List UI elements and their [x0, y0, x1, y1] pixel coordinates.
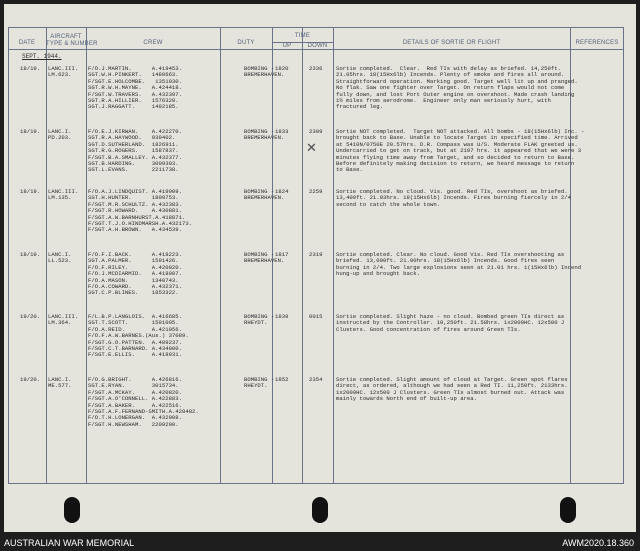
header-time-down: DOWN: [307, 43, 328, 49]
entry-time-up: 1824: [275, 188, 289, 195]
entry-time-up: 1833: [275, 128, 289, 135]
column-divider: [302, 27, 303, 484]
entry-time-down: 0015: [309, 313, 323, 320]
entry-details: Sortie completed. Slight haze - no cloud. Bombed green TIs direct as instructed by the Controller. 10,250ft. 21.58hrs. 1x2000HC. 12x500 J Clusters. Good concentration of fires around Green TIs.: [336, 313, 565, 333]
header-details: DETAILS OF SORTIE OR FLIGHT: [402, 40, 501, 46]
entry-details: Sortie completed. Clear. Red TIs with delay as briefed. 14,250ft. 21.05hrs. 18(15Hx6lb) Incends. Plenty of smoke and fires all around. Straightforward operation. Marking good. Target well lit up and pranged. No flak. Saw one fighter over Target. On return flaps would not come fully down, and lost Port Outer engine on overshoot. Made crash landing 1½ miles from aerodrome. Engineer only man seriously hurt, with fractured leg.: [336, 65, 578, 111]
column-divider: [86, 27, 87, 484]
entry-time-up: 1820: [275, 65, 289, 72]
header-time-up: UP: [282, 43, 292, 49]
entry-time-down: 2259: [309, 188, 323, 195]
header-references: REFERENCES: [575, 40, 619, 46]
entry-time-up: 1852: [275, 376, 289, 383]
entry-date: 18/19.: [20, 128, 41, 135]
entry-date: 19/20.: [20, 376, 41, 383]
entry-crew: F/O.E.J.KIRWAN. A.422270. SGT.R.A.HAYWOOD. 939402. SGT.D.SUTHERLAND. 1826911. SGT.R.G.ROGERS. 1587837. F/SGT.B.A.SMALLEY. A.432377. SGT.B.HARDING. 3009303. SGT.L.EVANS. 2211738.: [88, 128, 182, 174]
entry-time-up: 1839: [275, 313, 289, 320]
entry-crew: F/O.G.BRIGHT. A.426816. SGT.E.RYAN. 3015734. F/SGT.A.MCKAY. A.420820. F/SGT.A.O'CONNELL. A.422883. F/SGT.A.BAKER. A.422516. F/SGT.A.F.FERNAND-SMITH.A.428482. F/O.T.H.LONERGAN. A.432008. F/SGT.H.NEWSHAM. 2209200.: [88, 376, 199, 428]
header-crew: CREW: [143, 40, 163, 46]
entry-time-down: 2309: [309, 128, 323, 135]
entry-aircraft: LANC.I. PD.203.: [48, 128, 72, 142]
entry-duty: BOMBING - BREMERHAVEN.: [244, 65, 285, 79]
entry-time-down: 2336: [309, 65, 323, 72]
entry-date: 18/19.: [20, 188, 41, 195]
entry-aircraft: LANC.I. LL.523.: [48, 251, 72, 265]
entry-aircraft: LANC.III. LM.623.: [48, 65, 79, 79]
entry-details: Sortie completed. No cloud. Vis. good. Red TIs, overshoot as briefed. 13,400ft. 21.03hrs. 18(15Hx6lb) Incends. Fires burning fiercely in 2/4 second to catch the whole town.: [336, 188, 571, 208]
entry-duty: BOMBING - BREMERHAVEN.: [244, 128, 285, 142]
entry-details: Sortie completed. Slight amount of cloud at Target. Green spot flares direct, as ordered, although we had seen a Red TI. 11,250ft. 2133hrs. 1x2000HC. 12x500 J Clusters. Green TIs almost burned out. Attack was mainly towards North end of built-up area.: [336, 376, 568, 403]
entry-date: 19/20.: [20, 313, 41, 320]
entry-aircraft: LANC.III. LM.135.: [48, 188, 79, 202]
header-date: DATE: [18, 40, 36, 46]
entry-time-down: 2354: [309, 376, 323, 383]
entry-date: 18/19.: [20, 251, 41, 258]
entry-aircraft: LANC.III. LM.364.: [48, 313, 79, 327]
entry-aircraft: LANC.I. ME.577.: [48, 376, 72, 390]
entry-duty: BOMBING - BREMERHAVEN.: [244, 188, 285, 202]
entry-date: 18/19.: [20, 65, 41, 72]
header-aircraft: AIRCRAFT TYPE & NUMBER: [46, 34, 98, 47]
footer-accession-number: AWM2020.18.360: [562, 538, 634, 548]
entry-duty: BOMBING - RHEYDT.: [244, 313, 275, 327]
binder-hole: [560, 497, 576, 523]
entry-crew: F/O.A.J.LINDQUIST. A.419909. SGT.H.HUNTER. 1809753. F/SGT.M.R.SCHULTZ. A.432383. F/SGT.R.HOWARD. A.430881. F/SGT.A.W.BARNHURST.A.418871. F/SGT.T.J.O.HINDMARSH.A.432173. F/SGT.A.H.BROWN. A.434539.: [88, 188, 193, 234]
header-time: TIME: [294, 33, 311, 39]
entry-details: Sortie NOT completed. Target NOT attacked. All bombs - 18(15Hx6lb) Inc. - brought back to Base. Unable to locate Target in specified time. Arrived at 5410N/0750E 20.57hrs. D.R. Compass was U/S. Moderate FLAK greeted us. Undercarried to get on track, but at 2107 hrs. it appeared that we were 3 minutes flying time away from Target, and so decided to return to Base. Before definitely making decision to return, we heard message to return to Base.: [336, 128, 585, 174]
entry-crew: F/L.B.P.LANGLOIS. A.416685. SGT.T.SCOTT. 1591095. F/O.A.REID. A.421056. F/O.F.A.W.BARNES.(Aus.) 37089. F/SGT.G.O.PATTEN. A.409237. F/SGT.C.T.BARNARD. A.434000. F/SGT.E.ELLIS. A.418931.: [88, 313, 189, 359]
binder-hole: [64, 497, 80, 523]
entry-time-down: 2319: [309, 251, 323, 258]
entry-crew: F/O.F.I.BACK. A.418223. SGT.A.PALMER. 1591426. F/O.F.RILEY. A.420920. F/O.J.MCDIARMID. A.418907. F/O.A.MASON. 1340743. F/O.A.COWARD. A.432371. SGT.C.P.BLINES. 1853322.: [88, 251, 182, 297]
entry-time-up: 1817: [275, 251, 289, 258]
column-divider: [333, 27, 334, 484]
entry-details: Sortie completed. Clear. No cloud. Good Vis. Red TIs overshooting as briefed. 13,000ft. 21.00hrs. 18(15Hx6lb) Incends. Good fires seen burning in 2/4. Two large explosions seen at 21.01 hrs. 1(15Hx6lb) Incend hung-up and brought back.: [336, 251, 582, 278]
handwritten-cross-mark: ✕: [306, 140, 317, 155]
section-heading: SEPT. 1944.: [22, 53, 62, 60]
entry-crew: F/O.J.MARTIN. A.419453. SGT.W.H.PINKERT. 1480663. F/SGT.E.HOLCOMBE. 1351930. SGT.R.W.H.MAYNE. A.424418. F/SGT.W.TRAVERS. A.432397. SGT.R.A.HILLIER. 1576329. SGT.J.RAGGATT. 1492185.: [88, 65, 182, 111]
binder-hole: [312, 497, 328, 523]
entry-duty: BOMBING - RHEYDT.: [244, 376, 275, 390]
footer-institution: AUSTRALIAN WAR MEMORIAL: [4, 538, 135, 548]
header-duty: DUTY: [237, 40, 255, 46]
entry-duty: BOMBING - BREMERHAVEN.: [244, 251, 285, 265]
